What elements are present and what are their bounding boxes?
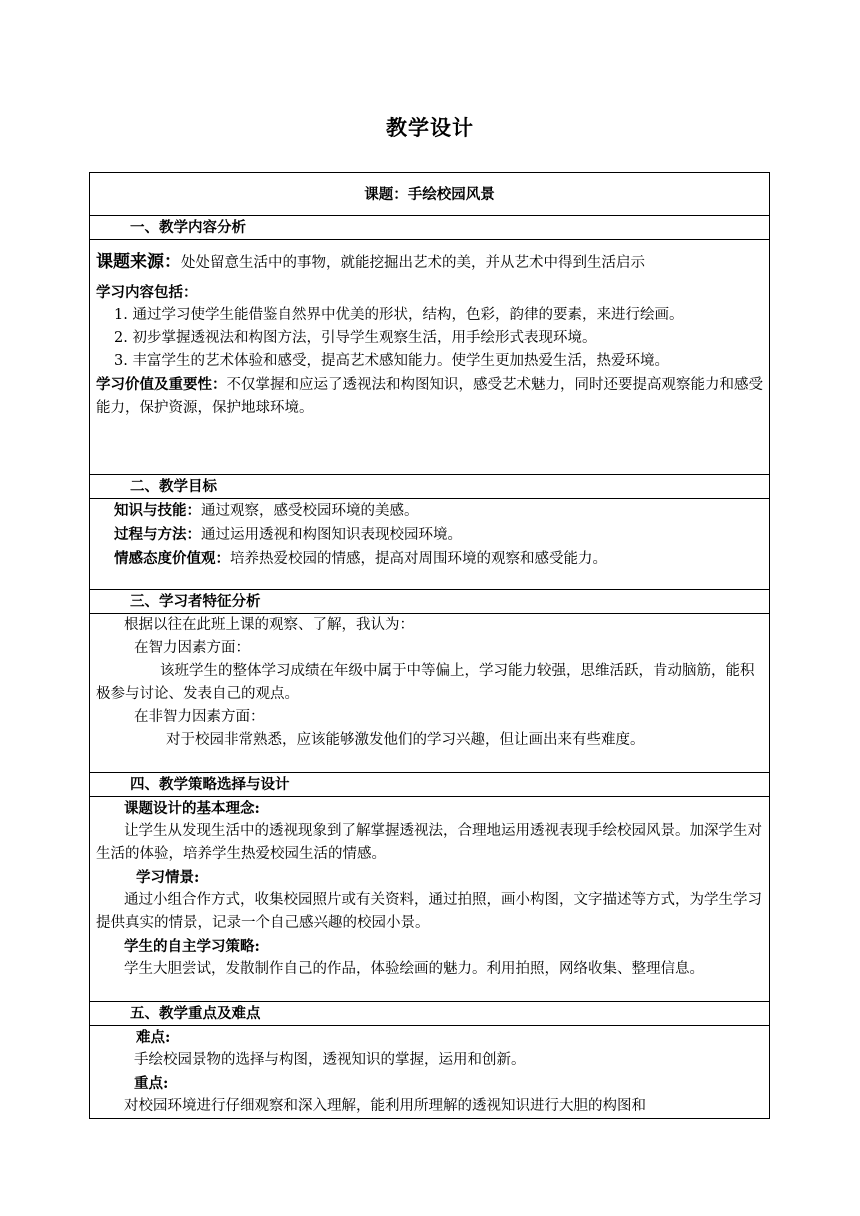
section-heading-strategy: 四、教学策略选择与设计 — [90, 773, 770, 797]
content-item-2: 2. 初步掌握透视法和构图方法，引导学生观察生活，用手绘形式表现环境。 — [114, 330, 597, 346]
attitude-label: 情感态度价值观： — [114, 550, 230, 567]
section-body-strategy — [90, 797, 770, 1002]
value-text: 不仅掌握和应运了透视法和构图知识，感受艺术魅力，同时还要提高观察能力和感受能力，保护资源，保护地球环境。 — [96, 377, 763, 416]
section-heading-content-analysis: 一、教学内容分析 — [90, 216, 770, 240]
nonintellectual-label: 在非智力因素方面： — [134, 709, 265, 725]
learner-intro: 根据以往在此班上课的观察、了解，我认为： — [124, 617, 414, 633]
self-study-text: 学生大胆尝试，发散制作自己的作品，体验绘画的魅力。利用拍照，网络收集、整理信息。 — [124, 961, 704, 977]
content-item-1: 1. 通过学习使学生能借鉴自然界中优美的形状，结构，色彩，韵律的要素，来进行绘画。 — [114, 307, 684, 323]
scene-label: 学习情景: — [136, 869, 200, 886]
section-heading-objectives: 二、教学目标 — [90, 475, 770, 499]
intellectual-label: 在智力因素方面： — [134, 640, 250, 656]
key-point-label: 重点: — [134, 1075, 169, 1092]
attitude-text: 培养热爱校园的情感，提高对周围环境的观察和感受能力。 — [230, 551, 607, 567]
content-label: 学习内容包括： — [96, 284, 198, 301]
section-body-content-analysis — [90, 240, 770, 475]
section-heading-learner-analysis: 三、学习者特征分析 — [90, 590, 770, 614]
self-study-label: 学生的自主学习策略: — [124, 938, 260, 955]
value-label: 学习价值及重要性： — [96, 376, 227, 393]
section-heading-key-points: 五、教学重点及难点 — [90, 1002, 770, 1026]
section-body-objectives — [90, 499, 770, 590]
lesson-plan-table — [89, 172, 770, 1119]
source-text: 处处留意生活中的事物，就能挖掘出艺术的美，并从艺术中得到生活启示 — [181, 255, 645, 271]
nonintellectual-text: 对于校园非常熟悉，应该能够激发他们的学习兴趣，但让画出来有些难度。 — [166, 732, 645, 748]
document-title: 教学设计 — [386, 115, 474, 140]
key-point-text: 对校园环境进行仔细观察和深入理解，能利用所理解的透视知识进行大胆的构图和 — [124, 1098, 646, 1114]
difficulty-text: 手绘校园景物的选择与构图，透视知识的掌握，运用和创新。 — [134, 1052, 526, 1068]
section-body-learner-analysis — [90, 614, 770, 773]
lesson-title: 课题：手绘校园风景 — [90, 173, 770, 216]
intellectual-text: 该班学生的整体学习成绩在年级中属于中等偏上，学习能力较强，思维活跃，肯动脑筋，能积极参与讨论、发表自己的观点。 — [96, 663, 755, 702]
difficulty-label: 难点: — [136, 1029, 171, 1046]
section-body-key-points — [90, 1026, 770, 1119]
concept-label: 课题设计的基本理念: — [124, 800, 260, 817]
knowledge-label: 知识与技能： — [114, 502, 201, 519]
process-label: 过程与方法： — [114, 526, 201, 543]
scene-text: 通过小组合作方式，收集校园照片或有关资料，通过拍照，画小构图，文字描述等方式，为学生学习提供真实的情景，记录一个自己感兴趣的校园小景。 — [96, 892, 762, 931]
source-label: 课题来源： — [96, 252, 181, 272]
concept-text: 让学生从发现生活中的透视现象到了解掌握透视法，合理地运用透视表现手绘校园风景。加深学生对生活的体验，培养学生热爱校园生活的情感。 — [96, 823, 762, 862]
knowledge-text: 通过观察，感受校园环境的美感。 — [201, 503, 419, 519]
process-text: 通过运用透视和构图知识表现校园环境。 — [201, 527, 462, 543]
content-item-3: 3. 丰富学生的艺术体验和感受，提高艺术感知能力。使学生更加热爱生活，热爱环境。 — [114, 353, 669, 369]
